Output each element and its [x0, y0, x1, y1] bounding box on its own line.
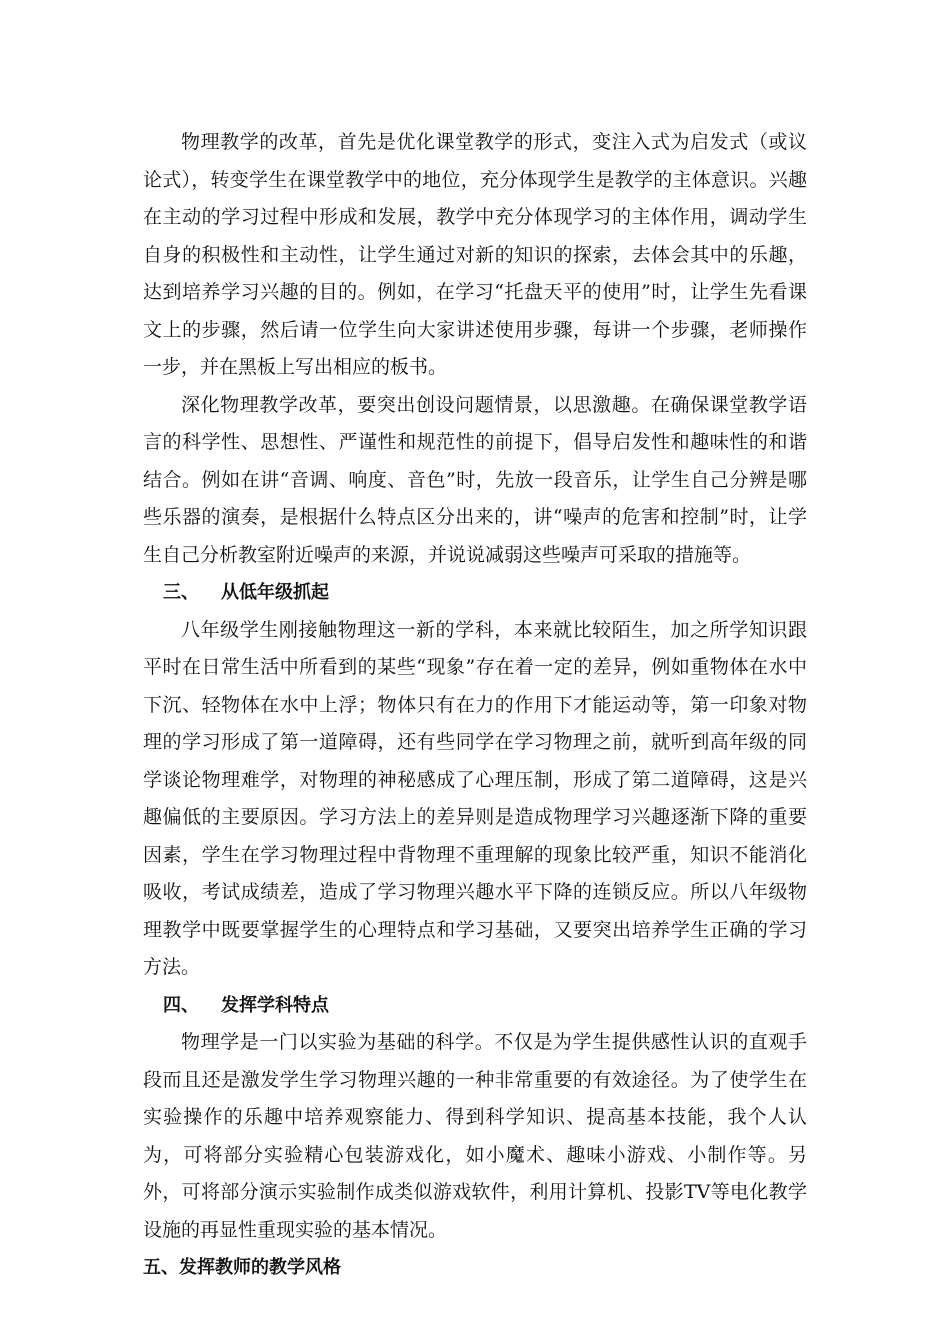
section-4-heading: [143, 987, 807, 1025]
paragraph-section-4: 物理学是一门以实验为基础的科学。不仅是为学生提供感性认识的直观手段而且还是激发学生学习物理兴趣的一种非常重要的有效途径。为了使学生在实验操作的乐趣中培养观察能力、得到科学知识、提高基本技能，我个人认为，可将部分实验精心包装游戏化，如小魔术、趣味小游戏、小制作等。另外，可将部分演示实验制作成类似游戏软件，利用计算机、投影TV等电化教学设施的再显性重现实验的基本情况。: [143, 1031, 807, 1241]
section-4-title: 发挥学科特点: [221, 994, 329, 1016]
paragraph-section-3: 八年级学生刚接触物理这一新的学科，本来就比较陌生，加之所学知识跟平时在日常生活中所看到的某些“现象”存在着一定的差异，例如重物体在水中下沉、轻物体在水中上浮；物体只有在力的作用下才能运动等，第一印象对物理的学习形成了第一道障碍，还有些同学在学习物理之前，就听到高年级的同学谈论物理难学，对物理的神秘感成了心理压制，形成了第二道障碍，这是兴趣偏低的主要原因。学习方法上的差异则是造成物理学习兴趣逐渐下降的重要因素，学生在学习物理过程中背物理不重理解的现象比较严重，知识不能消化吸收，考试成绩差，造成了学习物理兴趣水平下降的连锁反应。所以八年级物理教学中既要掌握学生的心理特点和学习基础，又要突出培养学生正确的学习方法。: [143, 618, 807, 978]
paragraph-deepen-reform: 深化物理教学改革，要突出创设问题情景，以思激趣。在确保课堂教学语言的科学性、思想性、严谨性和规范性的前提下，倡导启发性和趣味性的和谐结合。例如在讲“音调、响度、音色”时，先放一段音乐，让学生自己分辨是哪些乐器的演奏，是根据什么特点区分出来的，讲“噪声的危害和控制”时，让学生自己分析教室附近噪声的来源，并说说减弱这些噪声可采取的措施等。: [143, 393, 807, 566]
document-body: [143, 124, 807, 1287]
section-3-number: 三、: [163, 582, 199, 603]
section-3-heading: [143, 574, 807, 612]
section-3-title: 从低年级抓起: [221, 582, 329, 603]
section-5-heading: 五、发挥教师的教学风格: [143, 1257, 341, 1278]
section-4-number: 四、: [163, 994, 199, 1016]
paragraph-teaching-reform: 物理教学的改革，首先是优化课堂教学的形式，变注入式为启发式（或议论式），转变学生在课堂教学中的地位，充分体现学生是教学的主体意识。兴趣在主动的学习过程中形成和发展，教学中充分体现学习的主体作用，调动学生自身的积极性和主动性，让学生通过对新的知识的探索，去体会其中的乐趣，达到培养学习兴趣的目的。例如，在学习“托盘天平的使用”时，让学生先看课文上的步骤，然后请一位学生向大家讲述使用步骤，每讲一个步骤，老师操作一步，并在黑板上写出相应的板书。: [143, 131, 807, 378]
